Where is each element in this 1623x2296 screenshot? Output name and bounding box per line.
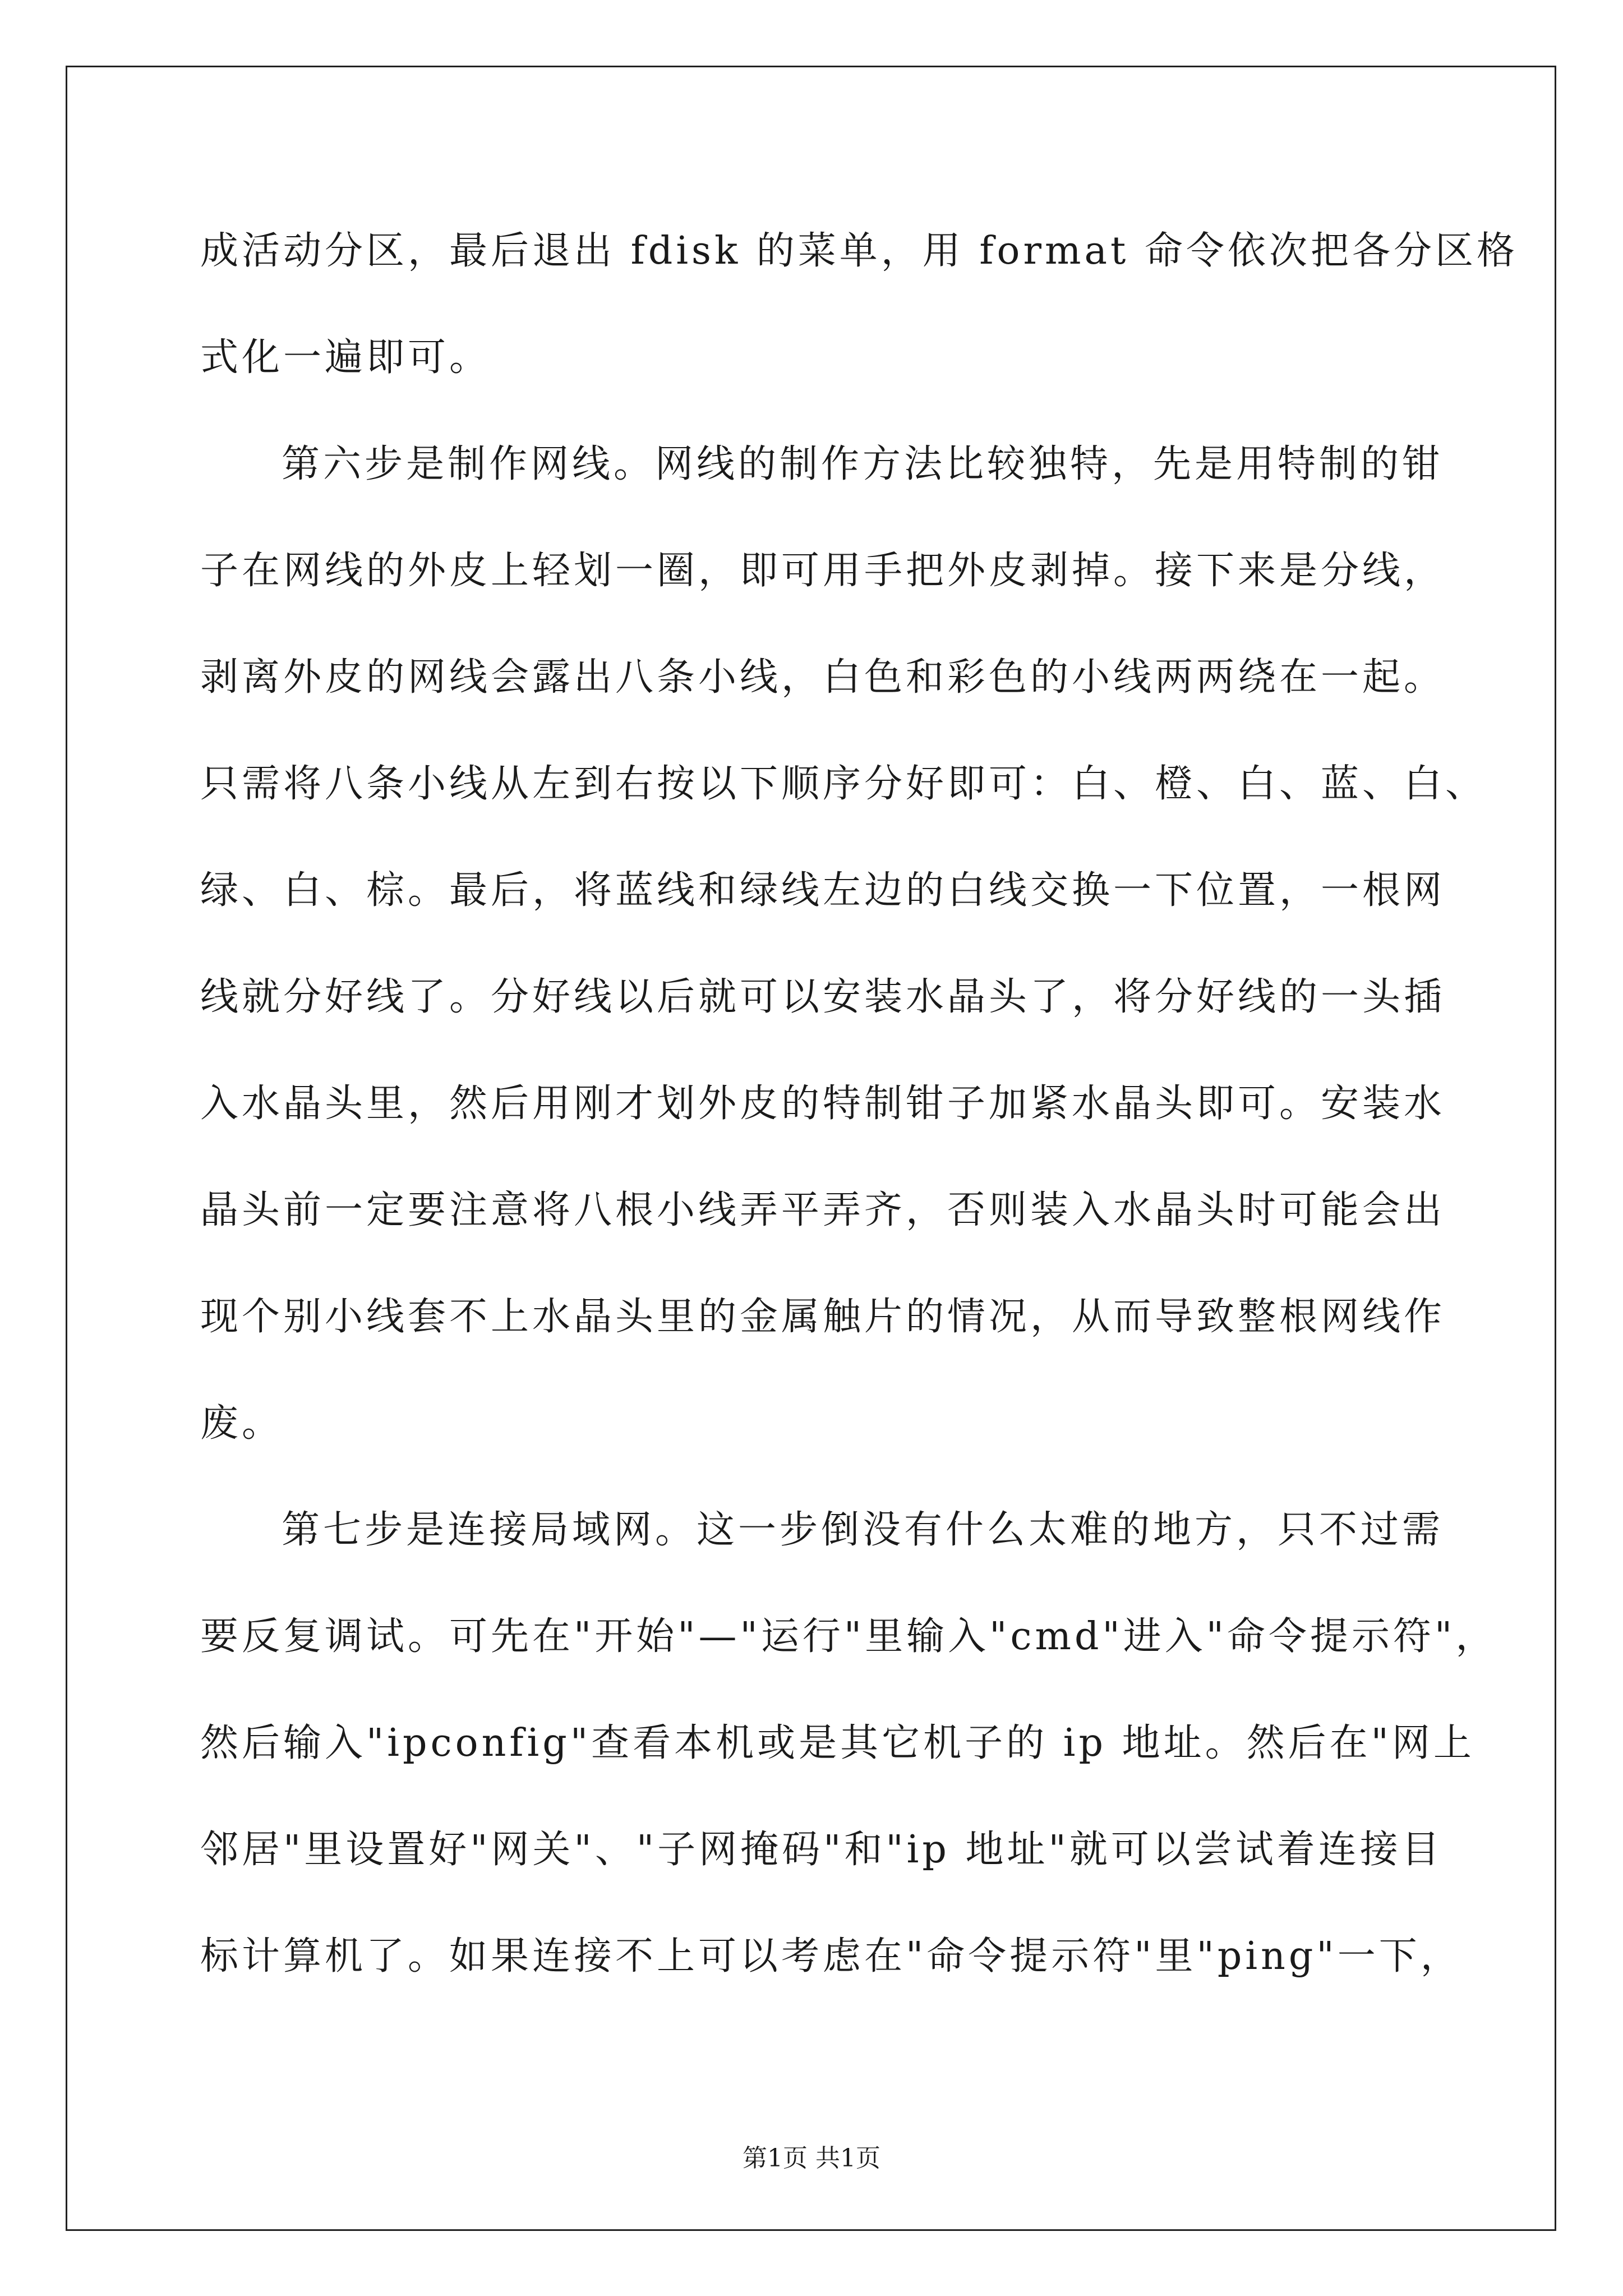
text-line: 只需将八条小线从左到右按以下顺序分好即可：白、橙、白、蓝、白、 — [200, 762, 1487, 806]
text-line: 废。 — [200, 1401, 284, 1446]
text-line: 要反复调试。可先在"开始"—"运行"里输入"cmd"进入"命令提示符"， — [200, 1614, 1497, 1659]
text-line: 成活动分区，最后退出 fdisk 的菜单，用 format 命令依次把各分区格 — [200, 229, 1518, 273]
text-line: 剥离外皮的网线会露出八条小线，白色和彩色的小线两两绕在一起。 — [200, 655, 1446, 700]
text-line: 第六步是制作网线。网线的制作方法比较独特，先是用特制的钳 — [282, 442, 1444, 486]
text-line: 然后输入"ipconfig"查看本机或是其它机子的 ip 地址。然后在"网上 — [200, 1721, 1475, 1765]
text-line: 第七步是连接局域网。这一步倒没有什么太难的地方，只不过需 — [282, 1508, 1444, 1552]
text-line: 标计算机了。如果连接不上可以考虑在"命令提示符"里"ping"一下， — [200, 1934, 1462, 1978]
text-line: 入水晶头里，然后用刚才划外皮的特制钳子加紧水晶头即可。安装水 — [200, 1082, 1446, 1126]
document-body — [200, 218, 1518, 2030]
page-footer: 第1页 共1页 — [743, 2144, 880, 2173]
text-line: 绿、白、棕。最后，将蓝线和绿线左边的白线交换一下位置，一根网 — [200, 868, 1446, 913]
text-line: 现个别小线套不上水晶头里的金属触片的情况，从而导致整根网线作 — [200, 1295, 1446, 1339]
text-line: 邻居"里设置好"网关"、"子网掩码"和"ip 地址"就可以尝试着连接目 — [200, 1828, 1443, 1872]
text-line: 式化一遍即可。 — [200, 335, 491, 380]
text-line: 晶头前一定要注意将八根小线弄平弄齐，否则装入水晶头时可能会出 — [200, 1188, 1446, 1232]
paragraph-3 — [200, 1497, 1497, 2030]
paragraph-2 — [200, 431, 1487, 1497]
text-line: 子在网线的外皮上轻划一圈，即可用手把外皮剥掉。接下来是分线， — [200, 549, 1446, 593]
text-line: 线就分好线了。分好线以后就可以安装水晶头了，将分好线的一头插 — [200, 975, 1446, 1019]
paragraph-1 — [200, 218, 1518, 431]
